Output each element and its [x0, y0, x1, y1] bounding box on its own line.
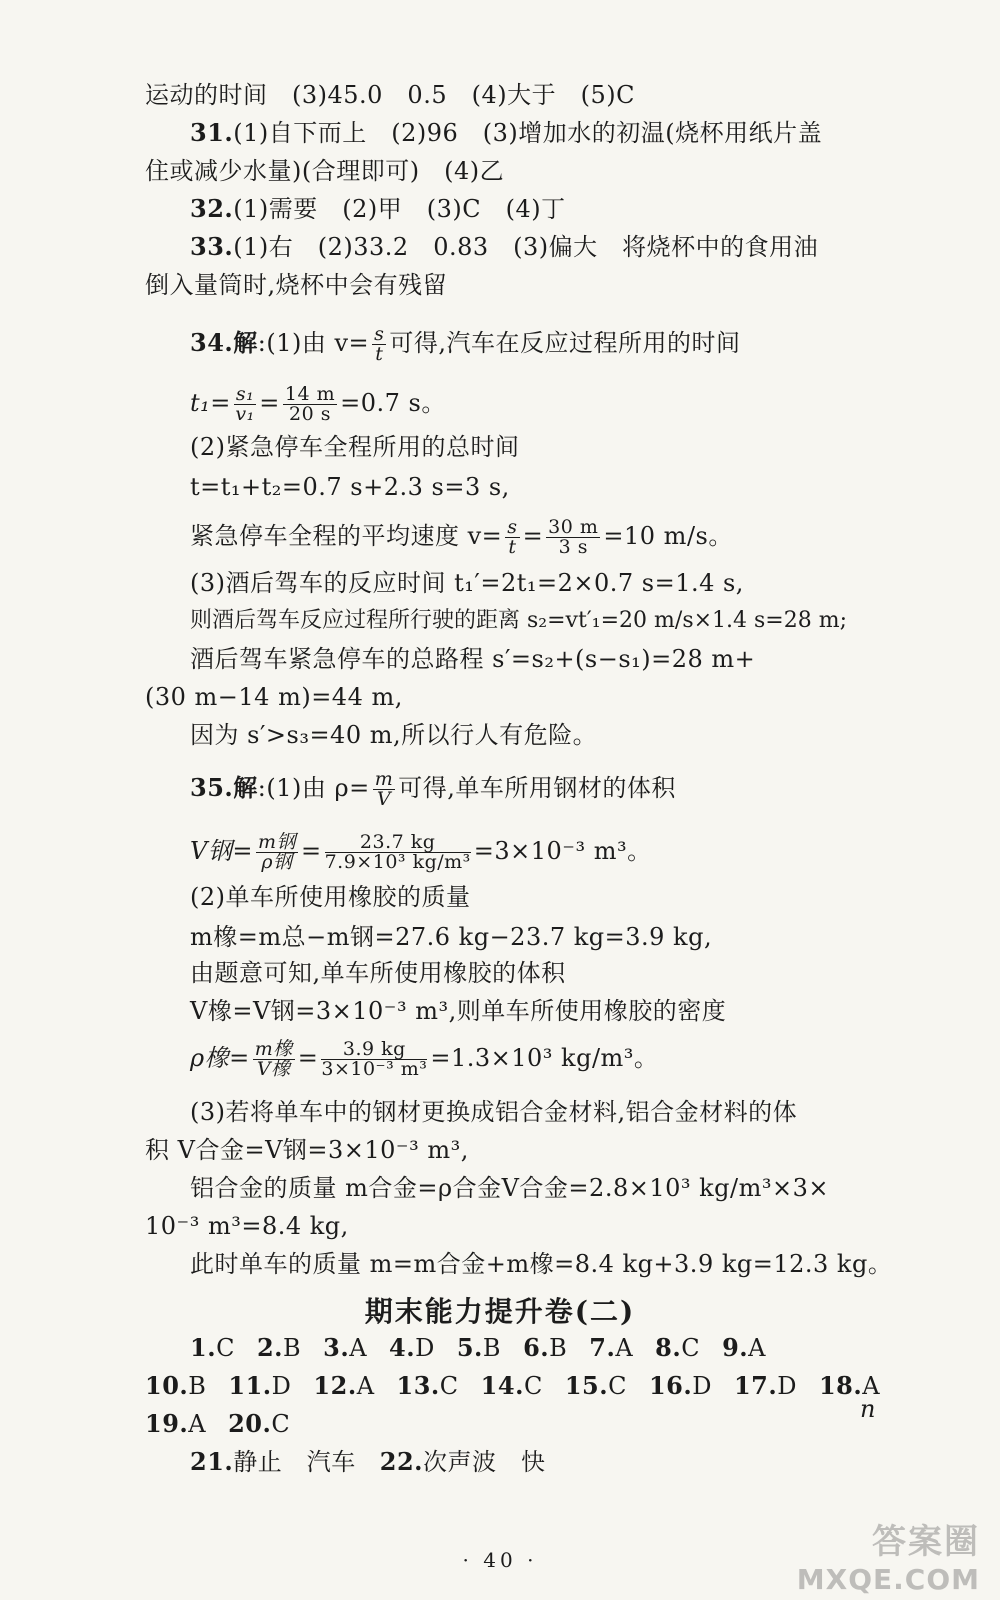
- line-q35-p3-a: (3)若将单车中的钢材更换成铝合金材料,铝合金材料的体: [190, 1098, 798, 1126]
- line-q32: [190, 194, 566, 224]
- answer-choice: A: [356, 1372, 375, 1400]
- answer-number: 20.: [228, 1409, 272, 1438]
- fraction-numerator: 3.9 kg: [321, 1040, 427, 1060]
- q35-rho-b: =1.3×10³ kg/m³。: [430, 1044, 659, 1072]
- q33-text-a: (1)右 (2)33.2 0.83 (3)偏大 将烧杯中的食用油: [233, 233, 819, 261]
- line-q34-intro: [190, 325, 741, 364]
- fraction-numerator: m: [374, 768, 394, 790]
- answer-choice: C: [681, 1334, 701, 1362]
- line-q21-q22: [190, 1447, 546, 1477]
- line-q34-s-b: (30 m−14 m)=44 m,: [145, 683, 403, 711]
- answer-number: 10.: [145, 1371, 189, 1400]
- answer-number: 3.: [323, 1333, 350, 1362]
- answer-number: 15.: [564, 1371, 609, 1400]
- q34-v-a: 紧急停车全程的平均速度 v=: [190, 522, 503, 550]
- line-q34-s-a: 酒后驾车紧急停车的总路程 s′=s₂+(s−s₁)=28 m+: [190, 645, 756, 673]
- section-title: 期末能力提升卷(二): [364, 1295, 636, 1328]
- answer-choice: C: [608, 1372, 627, 1400]
- q35-rho-fraction-numeric: [321, 1040, 427, 1079]
- answer-number: 2.: [256, 1333, 283, 1362]
- q21-number: 21.: [190, 1447, 234, 1476]
- fraction-denominator: 3×10⁻³ m³: [321, 1058, 428, 1080]
- answer-choice: B: [549, 1334, 568, 1362]
- line-q34-end: 因为 s′>s₃=40 m,所以行人有危险。: [190, 721, 598, 749]
- q34-t1-fraction-numeric: [283, 385, 337, 424]
- line-q35-p3-b: 积 V合金=V钢=3×10⁻³ m³,: [145, 1136, 469, 1164]
- q34-t1-b: =0.7 s。: [340, 389, 446, 417]
- fraction-numerator: m橡: [254, 1038, 293, 1060]
- answer-number: 12.: [313, 1371, 357, 1400]
- answer-choice: D: [415, 1334, 435, 1362]
- fraction-denominator: V: [376, 788, 392, 810]
- q35-number: 35.: [190, 773, 234, 802]
- fraction-denominator: v₁: [235, 403, 255, 425]
- line-q34-s2: 则酒后驾车反应过程所行驶的距离 s₂=vt′₁=20 m/s×1.4 s=28 m;: [190, 608, 848, 633]
- line-q31-a: [190, 118, 822, 148]
- line-q34-v: 紧急停车全程的平均速度 v= $\frac{s}{t}$ = $\frac{30 m}{3 s}$ =10 m/s。: [190, 516, 733, 558]
- q35-intro-b: 可得,单车所用钢材的体积: [398, 774, 676, 802]
- q21-text: 静止 汽车: [233, 1448, 356, 1476]
- q35-v-fraction-numeric: [325, 833, 471, 872]
- line-q34-t1: t₁= $\frac{\text{s₁}}{\text{v₁}}$ = $\frac{14 m}{20 s}$ =0.7 s。: [190, 383, 446, 425]
- answer-choice: A: [615, 1334, 634, 1362]
- q35-intro-fraction: [373, 770, 396, 809]
- line-q35-intro: [190, 770, 676, 809]
- answer-number: 5.: [456, 1333, 483, 1362]
- q34-t1-fraction-symbolic: [234, 385, 256, 424]
- fraction-denominator: 3 s: [558, 536, 588, 558]
- q33-number: 33.: [190, 232, 234, 261]
- answer-choice: A: [188, 1410, 207, 1438]
- q35-intro-a: :(1)由 ρ=: [257, 774, 370, 802]
- watermark-text-bottom: MXQE.COM: [796, 1563, 980, 1596]
- answer-number: 16.: [648, 1371, 693, 1400]
- line-q35-m: m橡=m总−m钢=27.6 kg−23.7 kg=3.9 kg,: [190, 923, 713, 951]
- line-q35-al-b: 10⁻³ m³=8.4 kg,: [145, 1212, 349, 1240]
- stray-mark: n: [860, 1395, 876, 1423]
- answer-number: 8.: [655, 1333, 682, 1362]
- q32-number: 32.: [190, 194, 234, 223]
- q22-number: 22.: [379, 1447, 424, 1476]
- answer-choice: C: [271, 1410, 291, 1438]
- q34-v-fraction-symbolic: [505, 518, 519, 557]
- fraction-numerator: m钢: [257, 831, 296, 853]
- fraction-numerator: 23.7 kg: [325, 833, 471, 853]
- answer-number: 4.: [389, 1333, 416, 1362]
- answer-number: 11.: [228, 1371, 272, 1400]
- answer-choice: D: [692, 1372, 712, 1400]
- q34-intro-b: 可得,汽车在反应过程所用的时间: [389, 329, 741, 357]
- q31-number: 31.: [190, 118, 234, 147]
- answer-choice: B: [482, 1334, 502, 1362]
- fraction-numerator: 14 m: [284, 383, 336, 405]
- answer-choice: B: [188, 1372, 207, 1400]
- fraction-numerator: 30 m: [548, 516, 599, 538]
- answer-number: 7.: [589, 1333, 616, 1362]
- answer-number: 14.: [480, 1371, 524, 1400]
- q22-text: 次声波 快: [423, 1448, 546, 1476]
- line-q35-p2: (2)单车所使用橡胶的质量: [190, 883, 471, 911]
- answer-choice: D: [777, 1372, 797, 1400]
- answer-choice: A: [862, 1372, 881, 1400]
- line-q35-rho: ρ橡= $\frac{\text{m橡}}{\text{V橡}}$ = $\frac{3.9 kg}{\text{3×10⁻³ m³}}$ =1.3×10³ kg/m³。: [190, 1038, 659, 1080]
- q34-t1-a: t₁=: [190, 389, 231, 417]
- answers-row-1: [190, 1333, 788, 1363]
- answer-number: 17.: [733, 1371, 778, 1400]
- answer-choice: A: [748, 1334, 767, 1362]
- line-q35-v: V钢= $\frac{\text{m钢}}{\text{ρ钢}}$ = $\frac{23.7 kg}{\text{7.9×10³ kg/m³}}$ =3×10⁻³ m³。: [190, 831, 652, 873]
- fraction-denominator: t: [508, 536, 517, 558]
- line-q35-end: 此时单车的质量 m=m合金+m橡=8.4 kg+3.9 kg=12.3 kg。: [190, 1250, 893, 1278]
- watermark-logo: [790, 1514, 980, 1596]
- q31-text-a: (1)自下而上 (2)96 (3)增加水的初温(烧杯用纸片盖: [233, 119, 823, 147]
- fraction-numerator: s: [507, 516, 518, 538]
- answer-number: 1.: [190, 1333, 217, 1362]
- fraction-denominator: t: [375, 343, 384, 365]
- fraction-numerator: s: [374, 323, 385, 345]
- answer-number: 13.: [396, 1371, 440, 1400]
- q32-text: (1)需要 (2)甲 (3)C (4)丁: [233, 195, 566, 223]
- line-q34-p3: (3)酒后驾车的反应时间 t₁′=2t₁=2×0.7 s=1.4 s,: [190, 569, 744, 597]
- answer-number: 19.: [145, 1409, 189, 1438]
- q35-v-b: =3×10⁻³ m³。: [473, 837, 652, 865]
- q34-intro-fraction: [372, 325, 386, 364]
- answer-number: 18.: [818, 1371, 863, 1400]
- page-number: · 40 ·: [462, 1548, 538, 1572]
- line-q35-know: 由题意可知,单车所使用橡胶的体积: [190, 959, 566, 987]
- q35-v-a: V钢=: [190, 837, 253, 865]
- line-q34-t: t=t₁+t₂=0.7 s+2.3 s=3 s,: [190, 473, 510, 501]
- line-q35-al-a: 铝合金的质量 m合金=ρ合金V合金=2.8×10³ kg/m³×3×: [190, 1174, 829, 1202]
- answer-choice: C: [216, 1334, 235, 1362]
- line-q33-b: 倒入量筒时,烧杯中会有残留: [145, 271, 448, 299]
- line-q35-vx: V橡=V钢=3×10⁻³ m³,则单车所使用橡胶的密度: [190, 997, 727, 1025]
- q35-rho-a: ρ橡=: [190, 1044, 250, 1072]
- q35-v-fraction-symbolic: [256, 833, 298, 872]
- answers-row-2: [145, 1371, 902, 1401]
- q34-intro-a: :(1)由 v=: [257, 329, 370, 357]
- line-q31-b: 住或减少水量)(合理即可) (4)乙: [145, 157, 505, 185]
- answer-choice: C: [523, 1372, 543, 1400]
- q34-jie: 解: [233, 328, 258, 357]
- q35-jie: 解: [233, 773, 258, 802]
- q34-v-b: =10 m/s。: [603, 522, 733, 550]
- answers-row-3: [145, 1409, 312, 1439]
- answer-choice: A: [349, 1334, 368, 1362]
- answer-number: 9.: [722, 1333, 749, 1362]
- q35-rho-fraction-symbolic: [253, 1040, 295, 1079]
- watermark-text-top: 答案圈: [872, 1522, 980, 1562]
- line-q30-tail: 运动的时间 (3)45.0 0.5 (4)大于 (5)C: [145, 81, 635, 109]
- q34-number: 34.: [190, 328, 234, 357]
- q34-v-fraction-numeric: [546, 518, 600, 557]
- answer-choice: D: [271, 1372, 292, 1400]
- answer-choice: C: [439, 1372, 459, 1400]
- fraction-denominator: ρ钢: [261, 851, 293, 873]
- line-q34-p2: (2)紧急停车全程所用的总时间: [190, 433, 520, 461]
- fraction-denominator: V橡: [256, 1058, 291, 1080]
- line-q33-a: [190, 232, 818, 262]
- answer-choice: B: [283, 1334, 302, 1362]
- answer-number: 6.: [523, 1333, 550, 1362]
- fraction-denominator: 7.9×10³ kg/m³: [324, 851, 471, 873]
- fraction-denominator: 20 s: [288, 403, 331, 425]
- fraction-numerator: s₁: [235, 383, 255, 405]
